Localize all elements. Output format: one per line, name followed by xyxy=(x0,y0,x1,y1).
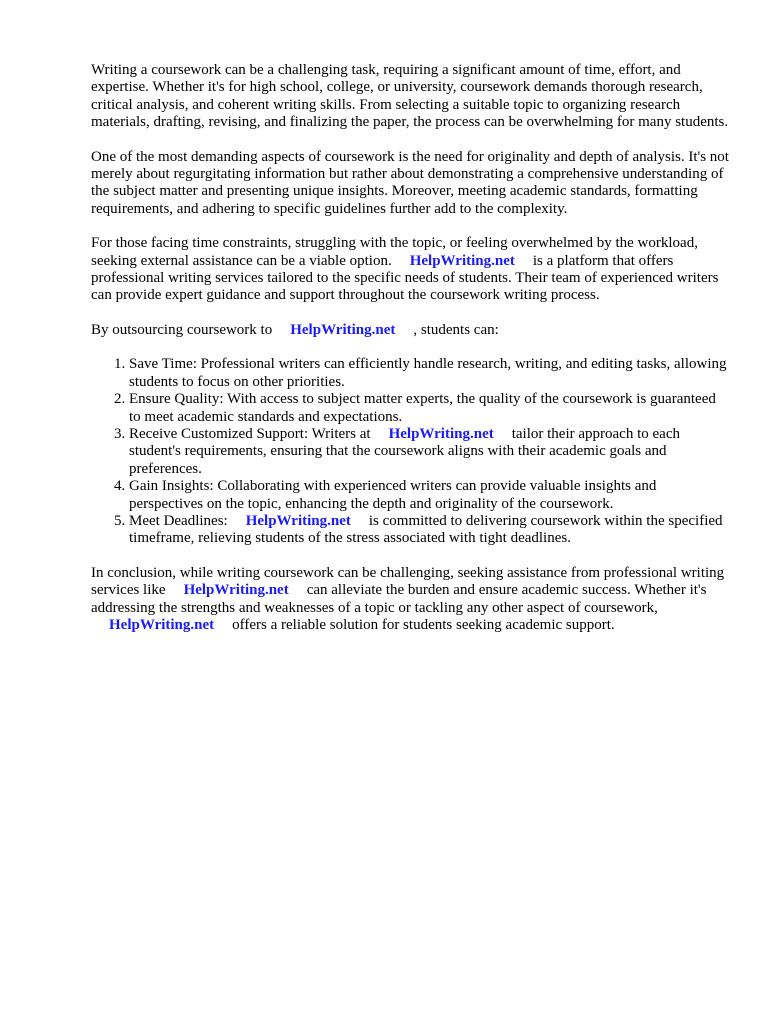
conclusion-paragraph xyxy=(91,565,731,635)
list-item-text-after: tailor their approach to each student's requirements, ensuring that the coursework aligns with their academic goals and preferences. xyxy=(129,425,680,477)
outsourcing-paragraph xyxy=(91,322,731,339)
list-item xyxy=(129,391,731,426)
list-item-text-after: is committed to delivering coursework within the specified timeframe, relieving students of the stress associated with tight deadlines. xyxy=(129,512,723,547)
list-item xyxy=(129,478,731,513)
list-item xyxy=(129,513,731,548)
conclusion-text-middle: can alleviate the burden and ensure academic success. Whether it's addressing the strengths and weaknesses of a topic or tackling any other aspect of coursework, xyxy=(91,582,707,616)
helpwriting-link[interactable]: HelpWriting.net xyxy=(388,425,494,442)
originality-text: One of the most demanding aspects of coursework is the need for originality and depth of analysis. It's not merely about regurgitating information but rather about demonstrating a comprehensive understanding of the subject matter and presenting unique insights. Moreover, meeting academic standards, formatting requirements, and adhering to specific guidelines further add to the complexity. xyxy=(91,148,729,217)
helpwriting-link[interactable]: HelpWriting.net xyxy=(109,616,215,633)
helpwriting-link[interactable]: HelpWriting.net xyxy=(245,512,351,529)
assistance-text-before: For those facing time constraints, struggling with the topic, or feeling overwhelmed by the workload, seeking external assistance can be a viable option. xyxy=(91,235,698,269)
conclusion-text-before: In conclusion, while writing coursework can be challenging, seeking assistance from professional writing services like xyxy=(91,564,725,599)
list-item xyxy=(129,426,731,478)
helpwriting-link[interactable]: HelpWriting.net xyxy=(409,252,515,269)
list-item-text: Ensure Quality: With access to subject matter experts, the quality of the coursework is guaranteed to meet academic standards and expectations. xyxy=(129,391,716,425)
list-item-text-before: Receive Customized Support: Writers at xyxy=(129,425,371,442)
list-item-text: Gain Insights: Collaborating with experienced writers can provide valuable insights and perspectives on the topic, enhancing the depth and originality of the coursework. xyxy=(129,478,657,512)
helpwriting-link[interactable]: HelpWriting.net xyxy=(183,582,289,599)
intro-text: Writing a coursework can be a challenging task, requiring a significant amount of time, effort, and expertise. Whether it's for high school, college, or university, coursework demands thorough research, critical analysis, and coherent writing skills. From selecting a suitable topic to organizing research materials, drafting, revising, and finalizing the paper, the process can be overwhelming for many students. xyxy=(91,62,729,131)
outsourcing-text-before: By outsourcing coursework to xyxy=(91,321,273,338)
outsourcing-text-after: , students can: xyxy=(413,321,499,338)
conclusion-text-after: offers a reliable solution for students seeking academic support. xyxy=(232,616,615,633)
intro-paragraph xyxy=(91,62,731,132)
benefits-list xyxy=(91,356,731,547)
list-item-text-before: Meet Deadlines: xyxy=(129,512,228,529)
assistance-paragraph xyxy=(91,235,731,305)
helpwriting-link[interactable]: HelpWriting.net xyxy=(290,321,396,338)
list-item xyxy=(129,356,731,391)
document-page xyxy=(91,62,731,651)
originality-paragraph xyxy=(91,149,731,219)
assistance-text-after: is a platform that offers professional writing services tailored to the specific needs of students. Their team of experienced writers can provide expert guidance and support throughout the coursework writing process. xyxy=(91,252,719,304)
list-item-text: Save Time: Professional writers can efficiently handle research, writing, and editing tasks, allowing students to focus on other priorities. xyxy=(129,356,727,390)
